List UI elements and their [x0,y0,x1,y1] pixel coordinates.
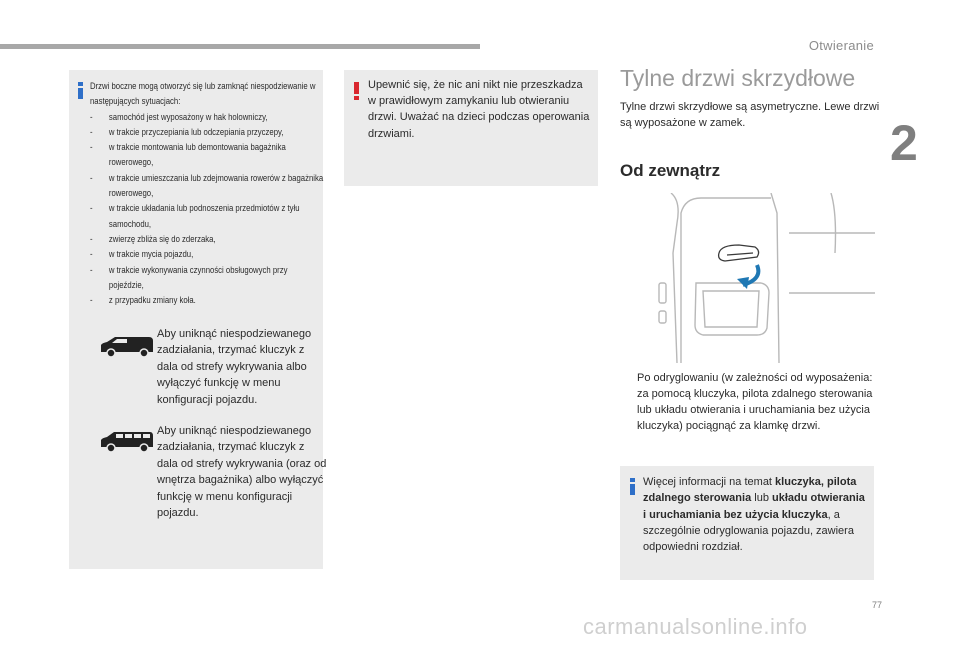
van-note-text: Aby uniknąć niespodziewanego zadziałania, trzymać kluczyk z dala od strefy wykrywania albo wyłączyć funkcję w menu konfiguracji pojazdu. [157,328,312,406]
rear-door-handle-icon [651,193,875,363]
more-info-text: Więcej informacji na temat kluczyka, pilota zdalnego sterowania lub układu otwierania i uruchamiania bez użycia kluczyka, a szczególnie odryglowania pojazdu, zawiera odpowiedni rozdział. [643,476,865,554]
warning-text: Upewnić się, że nic ani nikt nie przeszkadza w prawidłowym zamykaniu lub otwieraniu drzwi. Uważać na dzieci podczas operowania drzwiami. [368,79,590,140]
info-box-content [90,79,324,308]
list-item: - w trakcie układania lub podnoszenia przedmiotów z tyłu samochodu, [90,203,300,229]
page-number: 77 [872,600,883,610]
warning-box [344,70,598,186]
list-item: - w trakcie montowania lub demontowania bagażnika rowerowego, [90,142,286,168]
minibus-note-text: Aby uniknąć niespodziewanego zadziałania, trzymać kluczyk z dala od strefy wykrywania (oraz od wnętrza bagażnika) albo wyłączyć funkcję w menu konfiguracji pojazdu. [157,425,327,520]
chapter-number: 2 [890,115,918,171]
step-instruction [620,370,882,434]
info-intro: Drzwi boczne mogą otworzyć się lub zamknąć niespodziewanie w następujących sytuacjach: [90,81,316,107]
warning-icon [354,82,359,99]
info-box-more-info [620,466,874,580]
section-lead: Tylne drzwi skrzydłowe są asymetryczne. Lewe drzwi są wyposażone w zamek. [620,101,880,130]
minibus-icon [99,429,155,453]
chapter-title: Otwieranie [808,38,874,53]
list-item: - w trakcie wykonywania czynności obsługowych przy pojeździe, [90,264,288,290]
list-item: - w trakcie mycia pojazdu, [90,249,194,260]
list-item: - zwierzę zbliża się do zderzaka, [90,233,216,244]
header-bar [0,44,480,49]
subsection-title: Od zewnątrz [620,161,721,180]
info-icon [630,478,635,495]
section-title: Tylne drzwi skrzydłowe [620,65,856,91]
van-icon [99,334,155,358]
list-item: - z przypadku zmiany koła. [90,295,196,306]
situation-list [90,110,324,309]
list-item: - samochód jest wyposażony w hak holowniczy, [90,111,268,122]
info-box-side-doors [69,70,327,569]
info-icon [78,82,83,99]
list-item: - w trakcie umieszczania lub zdejmowania rowerów z bagażnika rowerowego, [90,172,324,199]
step-text: Po odryglowaniu (w zależności od wyposażenia: za pomocą kluczyka, pilota zdalnego sterowania lub układu otwierania i uruchamiania bez użycia kluczyka) pociągnąć za klamkę drzwi. [637,372,873,432]
watermark: carmanualsonline.info [583,614,808,639]
list-item: - w trakcie przyczepiania lub odczepiania przyczepy, [90,126,284,137]
